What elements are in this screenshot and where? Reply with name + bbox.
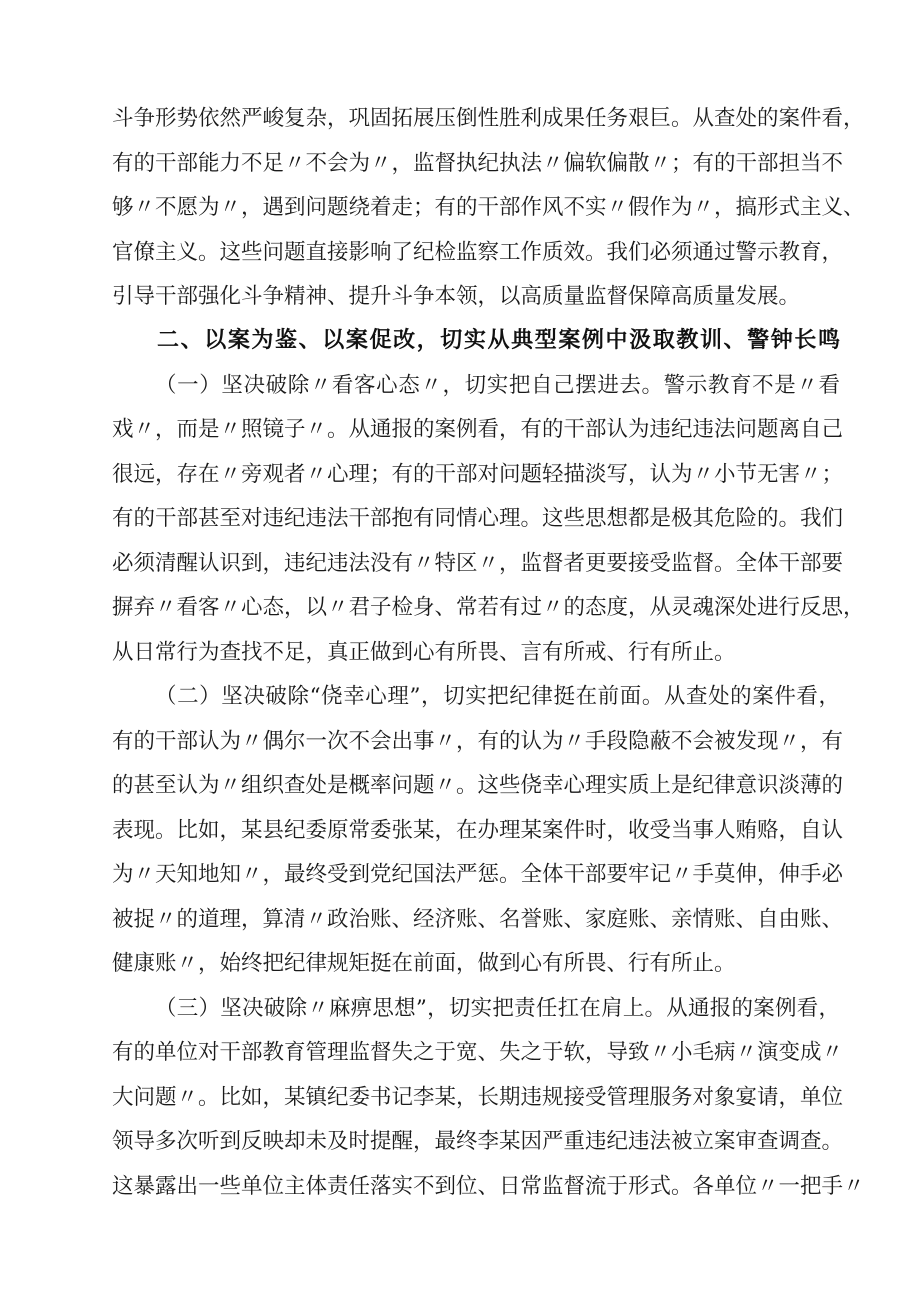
intro-line-2: 有的干部能力不足〃不会为〃，监督执纪执法〃偏软偏散〃；有的干部担当不 [112, 151, 844, 176]
paragraph-3-line-4: 领导多次听到反映却未及时提醒，最终李某因严重违纪违法被立案审查调查。 [112, 1129, 844, 1154]
paragraph-2-line-6: 被捉〃的道理，算清〃政治账、经济账、名誉账、家庭账、亲情账、自由账、 [112, 907, 844, 932]
paragraph-2-line-3: 的甚至认为〃组织查处是概率问题〃。这些侥幸心理实质上是纪律意识淡薄的 [112, 773, 844, 798]
paragraph-2-line-5: 为〃天知地知〃，最终受到党纪国法严惩。全体干部要牢记〃手莫伸，伸手必 [112, 862, 844, 887]
paragraph-1-line-1: （一）坚决破除〃看客心态〃，切实把自己摆进去。警示教育不是〃看 [155, 373, 840, 398]
paragraph-1-line-7: 从日常行为查找不足，真正做到心有所畏、言有所戒、行有所止。 [112, 640, 736, 665]
paragraph-1-line-6: 摒弃〃看客〃心态，以〃君子检身、常若有过〃的态度，从灵魂深处进行反思， [112, 595, 865, 620]
paragraph-3-line-5: 这暴露出一些单位主体责任落实不到位、日常监督流于形式。各单位〃一把手〃 [112, 1174, 865, 1199]
section-heading: 二、以案为鉴、以案促改，切实从典型案例中汲取教训、警钟长鸣 [157, 328, 840, 353]
paragraph-1-line-2: 戏〃，而是〃照镜子〃。从通报的案例看，有的干部认为违纪违法问题离自己 [112, 417, 844, 442]
paragraph-2-line-4: 表现。比如，某县纪委原常委张某，在办理某案件时，收受当事人贿赂，自认 [112, 818, 844, 843]
paragraph-1-line-3: 很远，存在〃旁观者〃心理；有的干部对问题轻描淡写，认为〃小节无害〃； [112, 462, 844, 487]
paragraph-1-line-4: 有的干部甚至对违纪违法干部抱有同情心理。这些思想都是极其危险的。我们 [112, 506, 844, 531]
paragraph-3-line-3: 大问题〃。比如，某镇纪委书记李某，长期违规接受管理服务对象宴请，单位 [112, 1085, 844, 1110]
paragraph-3-line-1: （三）坚决破除〃麻痹思想”，切实把责任扛在肩上。从通报的案例看， [155, 996, 840, 1021]
paragraph-1-line-5: 必须清醒认识到，违纪违法没有〃特区〃，监督者更要接受监督。全体干部要 [112, 551, 844, 576]
intro-line-1: 斗争形势依然严峻复杂，巩固拓展压倒性胜利成果任务艰巨。从查处的案件看， [112, 106, 865, 131]
intro-line-3: 够〃不愿为〃，遇到问题绕着走；有的干部作风不实〃假作为〃，搞形式主义、 [112, 195, 865, 220]
paragraph-2-line-7: 健康账〃，始终把纪律规矩挺在前面，做到心有所畏、行有所止。 [112, 951, 736, 976]
paragraph-3-line-2: 有的单位对干部教育管理监督失之于宽、失之于软，导致〃小毛病〃演变成〃 [112, 1040, 844, 1065]
intro-line-5: 引导干部强化斗争精神、提升斗争本领，以高质量监督保障高质量发展。 [112, 284, 801, 309]
paragraph-2-line-2: 有的干部认为〃偶尔一次不会出事〃，有的认为〃手段隐蔽不会被发现〃，有 [112, 729, 844, 754]
paragraph-2-line-1: （二）坚决破除“侥幸心理”，切实把纪律挺在前面。从查处的案件看， [155, 684, 840, 709]
intro-line-4: 官僚主义。这些问题直接影响了纪检监察工作质效。我们必须通过警示教育， [112, 240, 844, 265]
